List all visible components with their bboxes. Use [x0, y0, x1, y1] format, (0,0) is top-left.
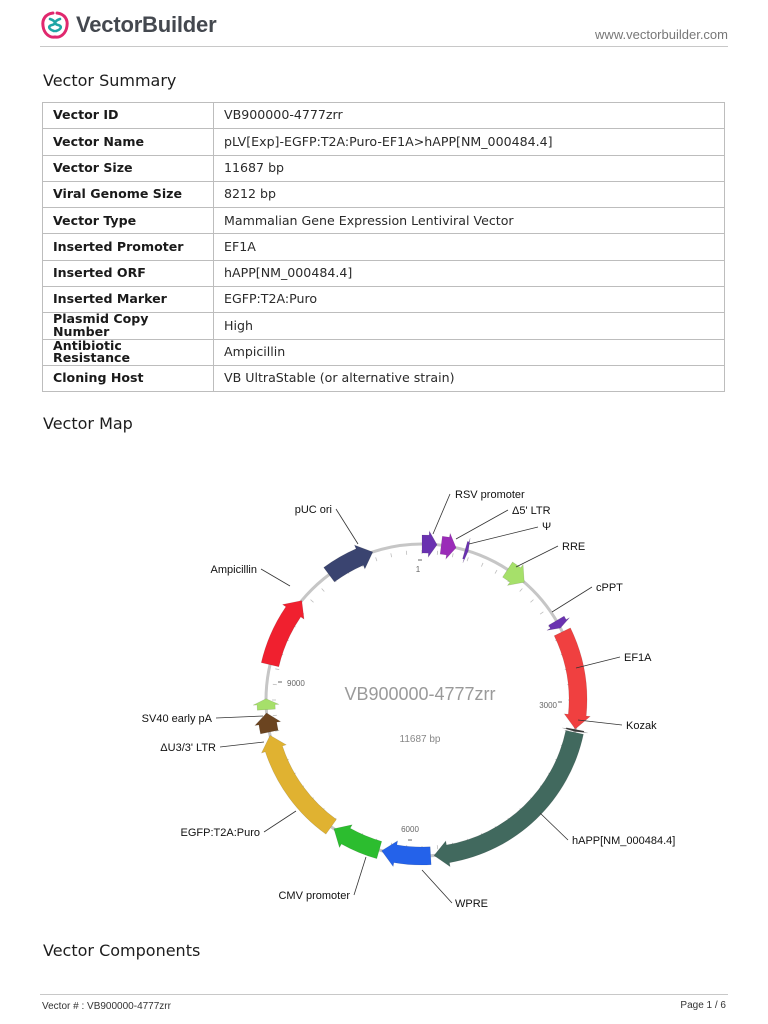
feature-leader-line	[456, 510, 508, 539]
summary-value: VB UltraStable (or alternative strain)	[214, 365, 725, 391]
map-minor-tick	[275, 669, 279, 670]
feature-arrow-puc-ori	[324, 545, 373, 582]
summary-row	[43, 155, 725, 181]
map-minor-tick	[311, 600, 314, 603]
summary-key: Inserted Promoter	[43, 234, 214, 260]
footer-vector-id: Vector # : VB900000-4777zrr	[42, 1001, 171, 1012]
feature-arrow-ampicillin	[261, 601, 304, 667]
map-scale-label: 9000	[287, 679, 305, 688]
feature-arrow-cppt	[547, 616, 570, 630]
summary-key: Vector Name	[43, 129, 214, 155]
summary-key: Vector Type	[43, 208, 214, 234]
vector-components-heading: Vector Components	[43, 941, 201, 960]
summary-value: 11687 bp	[214, 155, 725, 181]
feature-label: hAPP[NM_000484.4]	[572, 835, 676, 847]
summary-row	[43, 313, 725, 339]
map-minor-tick	[391, 553, 392, 557]
feature-leader-line	[469, 527, 538, 544]
feature-label: Kozak	[626, 720, 657, 732]
vector-map	[0, 470, 768, 930]
vector-map-heading: Vector Map	[43, 414, 133, 433]
feature-arrow-egfp-t2a-puro	[262, 735, 337, 834]
vector-summary-heading: Vector Summary	[43, 71, 177, 90]
feature-label: pUC ori	[294, 504, 332, 516]
feature-leader-line	[264, 811, 296, 832]
summary-row	[43, 129, 725, 155]
feature-label: Δ5' LTR	[512, 505, 551, 517]
feature-leader-line	[433, 494, 450, 534]
summary-key: Antibiotic Resistance	[43, 339, 214, 365]
summary-value: 8212 bp	[214, 181, 725, 207]
feature-leader-line	[336, 509, 358, 544]
feature-leader-line	[516, 546, 558, 567]
summary-key: Plasmid Copy Number	[43, 313, 214, 339]
feature-label: cPPT	[596, 582, 623, 594]
summary-key: Cloning Host	[43, 365, 214, 391]
logo-icon	[40, 10, 70, 40]
feature-leader-line	[354, 857, 366, 895]
map-scale-label: 1	[415, 565, 421, 574]
feature-label: EGFP:T2A:Puro	[180, 827, 260, 839]
map-minor-tick	[540, 612, 543, 614]
summary-row	[43, 103, 725, 129]
feature-arrow-rsv-promoter	[422, 531, 437, 557]
feature-leader-line	[540, 813, 568, 840]
map-scale-label: 6000	[401, 825, 419, 834]
map-minor-tick	[467, 557, 468, 561]
feature-label: Ampicillin	[210, 564, 257, 576]
map-minor-tick	[520, 589, 523, 592]
feature-leader-line	[578, 720, 622, 725]
feature-arrow-sv40-early-pa	[253, 699, 279, 710]
plasmid-name: VB900000-4777zrr	[344, 684, 496, 704]
brand-logo[interactable]	[40, 10, 216, 40]
feature-leader-line	[552, 587, 592, 612]
feature-leader-line	[261, 569, 290, 586]
feature-label: ΔU3/3' LTR	[160, 742, 216, 754]
summary-key: Vector ID	[43, 103, 214, 129]
feature-arrow-5-ltr	[440, 533, 456, 559]
page-header	[0, 0, 768, 48]
feature-label: CMV promoter	[278, 890, 350, 902]
feature-arrow-wpre	[382, 841, 432, 867]
map-scale-label: 3000	[539, 701, 557, 710]
plasmid-size: 11687 bp	[399, 734, 441, 745]
brand-name: VectorBuilder	[76, 12, 217, 37]
summary-row	[43, 181, 725, 207]
feature-leader-line	[220, 742, 264, 747]
map-minor-tick	[376, 557, 377, 561]
feature-arrow-rre	[503, 562, 525, 585]
map-minor-tick	[452, 553, 453, 557]
summary-row	[43, 208, 725, 234]
summary-key: Inserted ORF	[43, 260, 214, 286]
summary-row	[43, 287, 725, 313]
feature-arrow-cmv-promoter	[334, 825, 382, 859]
summary-value: Mammalian Gene Expression Lentiviral Vector	[214, 208, 725, 234]
feature-label: RSV promoter	[455, 489, 525, 501]
map-minor-tick	[530, 600, 533, 603]
feature-label: RRE	[562, 541, 586, 553]
summary-value: EGFP:T2A:Puro	[214, 287, 725, 313]
summary-key: Inserted Marker	[43, 287, 214, 313]
map-minor-tick	[322, 589, 325, 592]
map-minor-tick	[481, 563, 483, 567]
summary-key: Viral Genome Size	[43, 181, 214, 207]
summary-row	[43, 260, 725, 286]
feature-label: EF1A	[624, 652, 652, 664]
vector-summary-table	[42, 102, 725, 392]
feature-arrow-happ-nm-000484-4	[434, 730, 583, 866]
summary-value: High	[214, 313, 725, 339]
summary-key: Vector Size	[43, 155, 214, 181]
map-minor-tick	[495, 570, 497, 573]
footer-page-number: Page 1 / 6	[680, 1000, 726, 1011]
feature-arrow-ef1a	[554, 628, 590, 729]
feature-label: SV40 early pA	[141, 713, 212, 725]
summary-value: hAPP[NM_000484.4]	[214, 260, 725, 286]
feature-leader-line	[422, 870, 452, 903]
summary-row	[43, 365, 725, 391]
summary-value: pLV[Exp]-EGFP:T2A:Puro-EF1A>hAPP[NM_000484.4]	[214, 129, 725, 155]
summary-value: VB900000-4777zrr	[214, 103, 725, 129]
feature-leader-line	[216, 716, 263, 718]
summary-row	[43, 234, 725, 260]
summary-row	[43, 339, 725, 365]
feature-label: Ψ	[542, 521, 552, 533]
summary-value: Ampicillin	[214, 339, 725, 365]
header-divider	[40, 46, 728, 47]
summary-value: EF1A	[214, 234, 725, 260]
site-url[interactable]: www.vectorbuilder.com	[595, 27, 728, 42]
footer-divider	[40, 994, 728, 995]
feature-label: WPRE	[455, 898, 488, 910]
